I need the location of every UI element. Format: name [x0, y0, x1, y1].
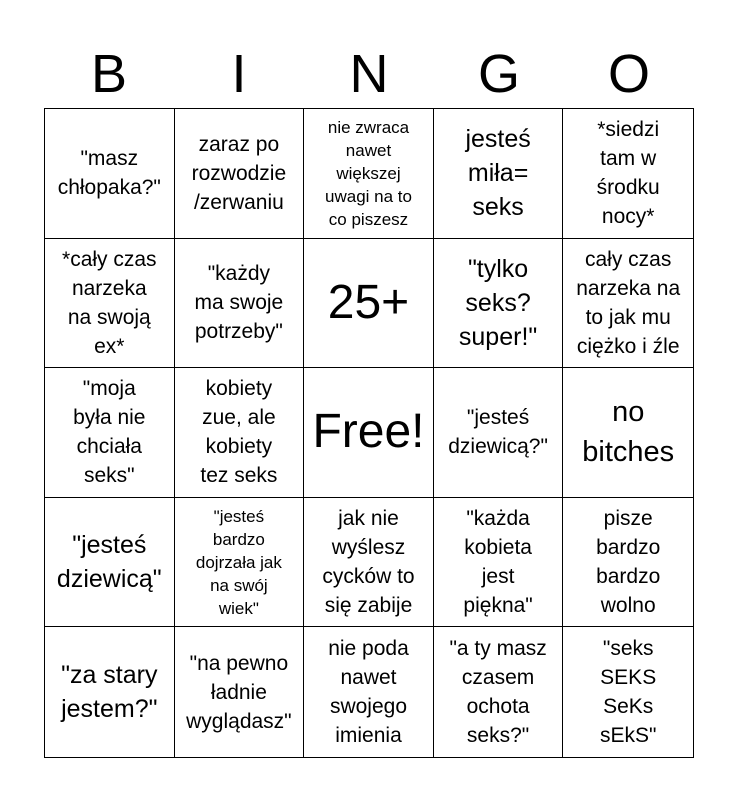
- bingo-cell[interactable]: [563, 627, 693, 757]
- bingo-cell[interactable]: [434, 498, 564, 628]
- bingo-cell[interactable]: [45, 368, 175, 498]
- bingo-cell[interactable]: [563, 109, 693, 239]
- bingo-cell[interactable]: [175, 627, 305, 757]
- header-letter-n: N: [349, 44, 389, 104]
- bingo-cell[interactable]: [175, 498, 305, 628]
- cell-text: "moja była nie chciała seks": [73, 377, 146, 488]
- bingo-cell[interactable]: [45, 239, 175, 369]
- free-space-text: Free!: [312, 405, 425, 459]
- bingo-cell[interactable]: [434, 239, 564, 369]
- cell-text: "na pewno ładnie wyglądasz": [186, 651, 292, 733]
- cell-text: "tylko seks? super!": [458, 254, 538, 351]
- cell-text: "jesteś bardzo dojrzała jak na swój wiek": [195, 506, 282, 618]
- bingo-cell[interactable]: [434, 627, 564, 757]
- bingo-cell[interactable]: [175, 368, 305, 498]
- bingo-cell[interactable]: [563, 239, 693, 369]
- bingo-cell[interactable]: [45, 498, 175, 628]
- header-letter-b: B: [90, 44, 128, 104]
- cell-text: nie zwraca nawet większej uwagi na to co piszesz: [325, 117, 412, 229]
- cell-text: zaraz po rozwodzie /zerwaniu: [191, 132, 287, 214]
- bingo-cell[interactable]: [563, 368, 693, 498]
- header-letter-i: I: [231, 44, 247, 104]
- cell-text: kobiety zue, ale kobiety tez seks: [200, 377, 278, 488]
- cell-text: "a ty masz czasem ochota seks?": [449, 637, 547, 748]
- cell-text: "każda kobieta jest piękna": [463, 507, 533, 618]
- free-space-cell[interactable]: [304, 368, 434, 498]
- bingo-cell[interactable]: [45, 109, 175, 239]
- cell-text: jesteś miła= seks: [465, 125, 531, 222]
- cell-text: "masz chłopaka?": [57, 147, 161, 200]
- bingo-board: [44, 108, 694, 758]
- cell-text: "jesteś dziewicą": [56, 531, 162, 594]
- bingo-cell[interactable]: [304, 627, 434, 757]
- bingo-cell[interactable]: [434, 109, 564, 239]
- cell-text: cały czas narzeka na to jak mu ciężko i źle: [576, 247, 681, 358]
- cell-text: "każdy ma swoje potrzeby": [194, 262, 284, 344]
- bingo-cell[interactable]: [434, 368, 564, 498]
- bingo-cell[interactable]: [304, 498, 434, 628]
- cell-text: *siedzi tam w środku nocy*: [596, 118, 660, 229]
- bingo-cell[interactable]: [304, 109, 434, 239]
- cell-text: pisze bardzo bardzo wolno: [596, 507, 661, 618]
- bingo-cell[interactable]: [304, 239, 434, 369]
- bingo-header: [44, 40, 694, 108]
- cell-text: "jesteś dziewicą?": [448, 406, 548, 459]
- cell-text: "za stary jestem?": [61, 661, 158, 724]
- header-letter-o: O: [607, 44, 650, 104]
- bingo-cell[interactable]: [175, 239, 305, 369]
- cell-text: nie poda nawet swojego imienia: [328, 637, 409, 748]
- cell-text: *cały czas narzeka na swoją ex*: [62, 247, 157, 358]
- bingo-cell[interactable]: [175, 109, 305, 239]
- cell-text: "seks SEKS SeKs sEkS": [599, 637, 657, 748]
- cell-text: no bitches: [582, 396, 675, 469]
- cell-text: jak nie wyślesz cycków to się zabije: [322, 507, 415, 618]
- bingo-cell[interactable]: [563, 498, 693, 628]
- header-letter-g: G: [477, 44, 520, 104]
- bingo-cell[interactable]: [45, 627, 175, 757]
- cell-text: 25+: [327, 275, 410, 329]
